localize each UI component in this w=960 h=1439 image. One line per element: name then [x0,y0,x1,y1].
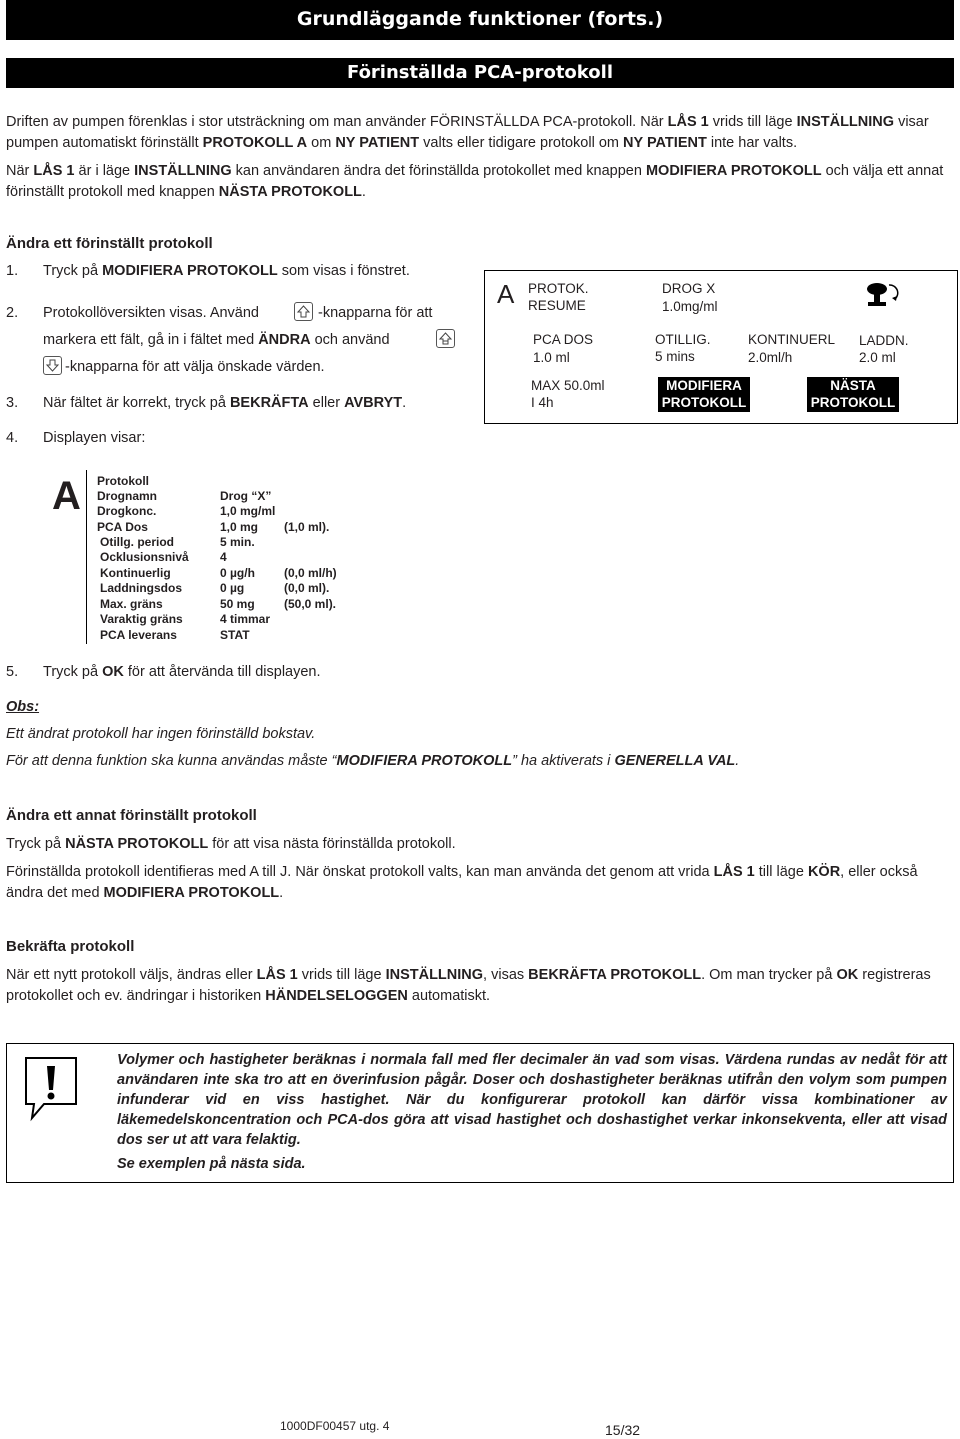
divider-line [86,470,87,644]
protocol-row-value: 4 [220,550,227,564]
lcd-protok-label: PROTOK. [528,281,589,296]
protocol-row-value: STAT [220,628,250,642]
protocol-row-label: Ocklusionsnivå [100,550,189,564]
up-arrow-key-icon [294,302,313,321]
protocol-row-label: Drogkonc. [97,504,157,518]
protocol-row-value: Drog “X” [220,489,272,503]
step-2-line-3: -knapparna för att välja önskade värden. [65,359,325,375]
lcd-pca-dose-label: PCA DOS [533,332,594,347]
section2-paragraph-2: Förinställda protokoll identifieras med A till J. När önskat protokoll valts, kan man använda det genom att vrida LÅS 1 till läge KÖR, eller också ändra det med MODIFIERA PROTOKOLL. [6,864,918,901]
page-header-title: Grundläggande funktioner (forts.) [6,0,954,40]
step-1: 1. Tryck på MODIFIERA PROTOKOLL som visas i fönstret. [6,263,410,279]
protocol-row-label: Laddningsdos [100,581,182,595]
lcd-lockout-value: 5 mins [655,349,695,364]
protocol-row-label: Varaktig gräns [100,612,183,626]
lcd-loading-value: 2.0 ml [859,350,896,365]
warning-text: Volymer och hastigheter beräknas i normala fall med fler decimaler än vad som visas. Värdena rundas av nedåt för att användaren inte ska tro att en överinfusion pågår. Doser och doshastigheter beräknas utifrån den volym som pumpen infunderar vid en viss hastighet. När du konfigurerar protokoll kan därför vissa kombinationer av läkemedelskoncentration och PCA-dos göra att visad hastighet och doshastighet verkar inkonsekventa, eller att visad dos ser ut att vara felaktig. Se exemplen på nästa sida. [117,1052,947,1172]
protocol-row-label: Protokoll [97,474,150,488]
next-protocol-softkey[interactable]: NÄSTA PROTOKOLL [807,377,899,412]
section3-paragraph: När ett nytt protokoll väljs, ändras eller LÅS 1 vrids till läge INSTÄLLNING, visas BEKRÄFTA PROTOKOLL. Om man trycker på OK registreras protokollet och ev. ändringar i historiken HÄNDELSELOGGEN automatiskt. [6,967,931,1004]
pca-handset-icon [865,279,905,309]
modify-protocol-softkey[interactable]: MODIFIERA PROTOKOLL [658,377,750,412]
lcd-loading-label: LADDN. [859,333,909,348]
down-arrow-key-icon [43,356,62,375]
protocol-row-extra: (0,0 ml/h) [284,566,337,580]
note-heading: Obs: [6,699,40,715]
protocol-row-value: 5 min. [220,535,255,549]
step-3: 3. När fältet är korrekt, tryck på BEKRÄFTA eller AVBRYT. [6,395,407,411]
protocol-letter: A [497,279,515,309]
step-4: 4. Displayen visar: [6,430,146,446]
section2-paragraph-1: Tryck på NÄSTA PROTOKOLL för att visa nästa förinställda protokoll. [6,836,456,852]
note-line-2: För att denna funktion ska kunna användas måste “MODIFIERA PROTOKOLL” ha aktiverats i GENERELLA VAL. [6,753,740,769]
heading-change-protocol: Ändra ett förinställt protokoll [6,235,213,252]
page-number: 15/32 [605,1422,641,1438]
heading-confirm-protocol: Bekräfta protokoll [6,938,135,955]
lcd-lockout-label: OTILLIG. [655,332,711,347]
protocol-row-label: Kontinuerlig [100,566,171,580]
heading-change-other-protocol: Ändra ett annat förinställt protokoll [6,807,257,824]
intro-paragraph-2: När LÅS 1 är i läge INSTÄLLNING kan användaren ändra det förinställda protokollet med knappen MODIFIERA PROTOKOLL och välja ett annat förinställt protokoll med knappen NÄSTA PROTOKOLL. [6,163,944,200]
note-line-1: Ett ändrat protokoll har ingen förinställd bokstav. [6,726,316,742]
protocol-row-value: 1,0 mg/ml [220,504,276,518]
step-2-line-1b: -knapparna för att [318,305,433,321]
protocol-row-extra: (50,0 ml). [284,597,337,611]
protocol-letter-large: A [52,474,81,518]
intro-paragraph-1: Driften av pumpen förenklas i stor utsträckning om man använder FÖRINSTÄLLDA PCA-protokoll. När LÅS 1 vrids till läge INSTÄLLNING visar pumpen automatiskt förinställt PROTOKOLL A om NY PATIENT valts eller tidigare protokoll om NY PATIENT inte har valts. [6,114,929,151]
lcd-max-label: MAX 50.0ml [531,378,605,393]
protocol-row-label: Drognamn [97,489,157,503]
step-5: 5. Tryck på OK för att återvända till displayen. [6,664,321,680]
protocol-row-label: PCA Dos [97,520,148,534]
exclamation-icon [22,1054,80,1122]
protocol-row-label: Max. gräns [100,597,163,611]
document-code: 1000DF00457 utg. 4 [280,1419,390,1433]
protocol-row-extra: (0,0 ml). [284,581,330,595]
protocol-row-extra: (1,0 ml). [284,520,330,534]
protocol-row-value: 1,0 mg [220,520,259,534]
protocol-row-label: PCA leverans [100,628,177,642]
lcd-resume-label: RESUME [528,298,586,313]
up-arrow-double-key-icon [436,329,455,348]
lcd-pca-dose-value: 1.0 ml [533,350,570,365]
warning-box [6,1043,954,1183]
lcd-max-time: I 4h [531,395,554,410]
lcd-continuous-label: KONTINUERL [748,332,836,347]
lcd-drug-name: DROG X [662,281,716,296]
protocol-row-label: Otillg. period [100,535,174,549]
lcd-drug-concentration: 1.0mg/ml [662,299,718,314]
protocol-row-value: 4 timmar [220,612,271,626]
section-title: Förinställda PCA-protokoll [6,58,954,88]
pump-display-screen [484,270,958,424]
protocol-row-value: 50 mg [220,597,255,611]
step-2-line-2: markera ett fält, gå in i fältet med ÄNDRA och använd [43,332,390,348]
warning-footer: Se exemplen på nästa sida. [117,1156,306,1172]
lcd-continuous-value: 2.0ml/h [748,350,793,365]
protocol-row-value: 0 µg [220,581,245,595]
step-2-line-1: 2. Protokollöversikten visas. Använd [6,305,259,321]
protocol-row-value: 0 µg/h [220,566,255,580]
